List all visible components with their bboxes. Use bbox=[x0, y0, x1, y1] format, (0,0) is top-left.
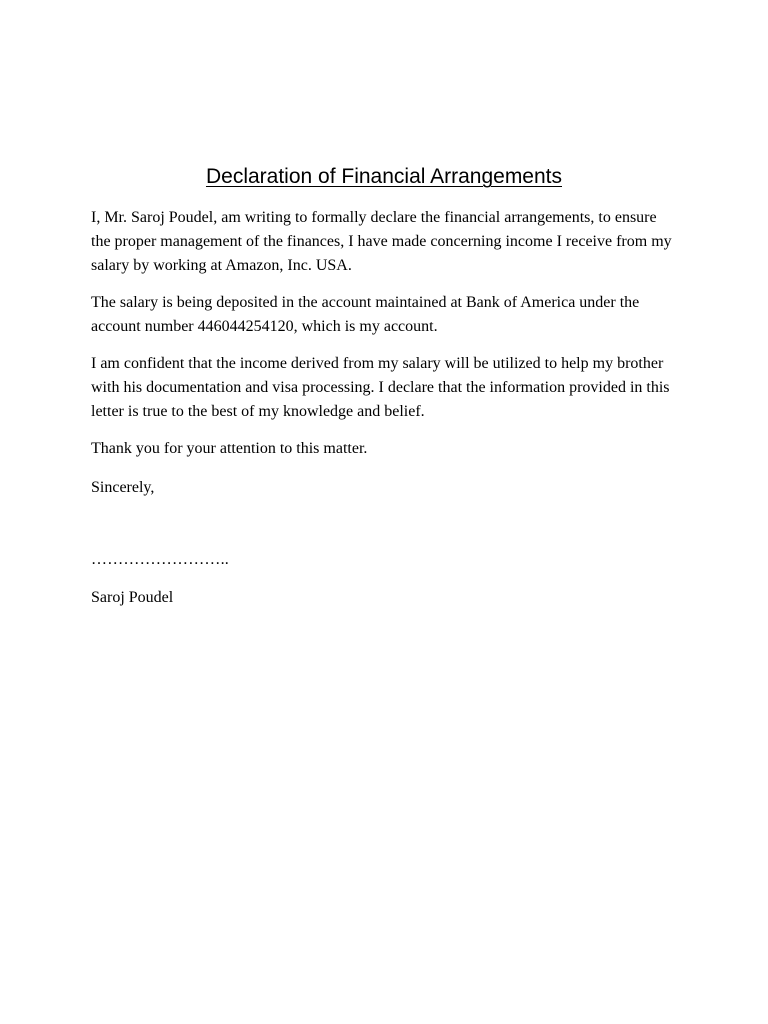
paragraph-declaration: I, Mr. Saroj Poudel, am writing to formally declare the financial arrangements, to ensure the proper management of the finances, I have made concerning income I receive from my salary by working at Amazon, Inc. USA. bbox=[91, 209, 672, 274]
closing-salutation: Sincerely, bbox=[91, 479, 155, 496]
signature-line: …………………….. bbox=[91, 551, 229, 568]
paragraph-purpose: I am confident that the income derived from my salary will be utilized to help my brother with his documentation and visa processing. I declare that the information provided in this letter is true to the best of my knowledge and belief. bbox=[91, 355, 670, 420]
paragraph-account: The salary is being deposited in the account maintained at Bank of America under the account number 446044254120, which is my account. bbox=[91, 294, 640, 335]
document-title: Declaration of Financial Arrangements bbox=[205, 165, 562, 188]
document-body bbox=[91, 206, 677, 461]
signer-name: Saroj Poudel bbox=[91, 589, 174, 606]
paragraph-thanks: Thank you for your attention to this matter. bbox=[91, 440, 368, 457]
